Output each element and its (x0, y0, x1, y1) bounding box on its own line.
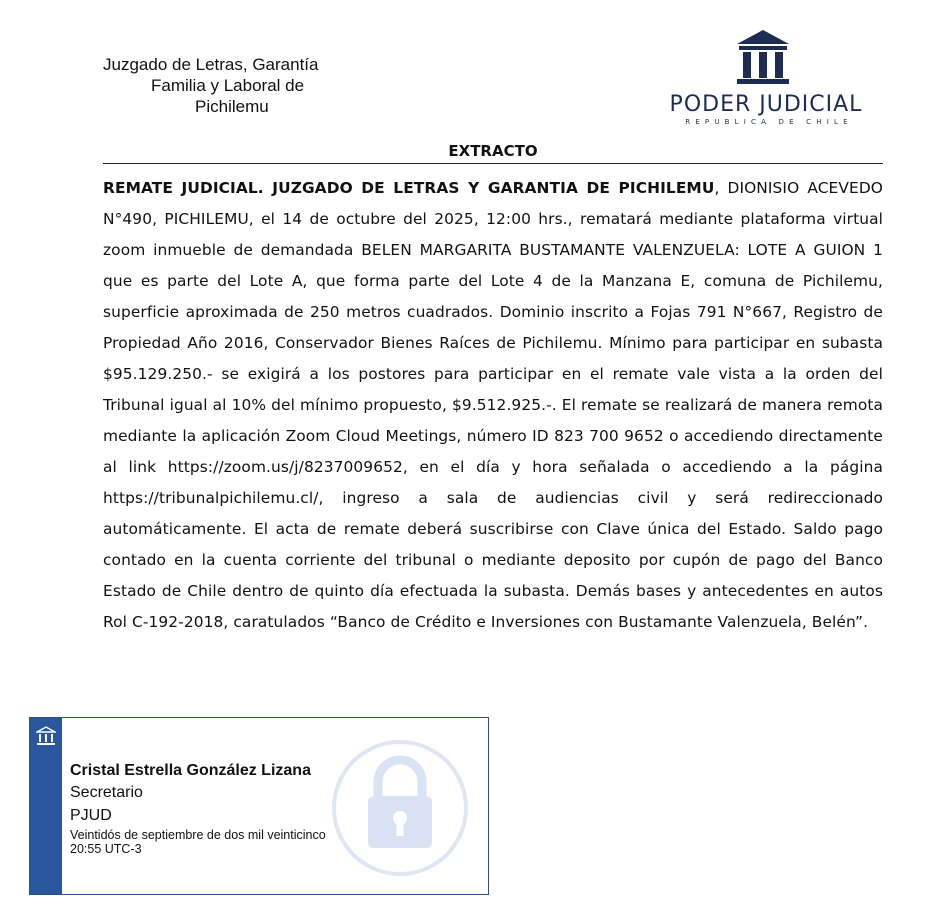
poder-judicial-logo (660, 28, 875, 133)
document-title: EXTRACTO (448, 142, 538, 160)
court-line-3: Pichilemu (195, 97, 269, 116)
body-lead: REMATE JUDICIAL. JUZGADO DE LETRAS Y GARANTIA DE PICHILEMU (103, 179, 715, 197)
court-name (103, 54, 363, 117)
signer-role: Secretario (70, 784, 143, 801)
signer-name: Cristal Estrella González Lizana (70, 762, 311, 779)
signature-date: Veintidós de septiembre de dos mil veinticinco (70, 828, 326, 842)
courthouse-icon (735, 28, 791, 86)
document-body (103, 173, 883, 638)
title-divider (103, 163, 883, 164)
courthouse-icon (36, 726, 56, 746)
court-line-1: Juzgado de Letras, Garantía (103, 55, 319, 74)
logo-brand: PODER JUDICIAL (669, 92, 863, 117)
body-text: , DIONISIO ACEVEDO N°490, PICHILEMU, el 14 de octubre del 2025, 12:00 hrs., rematará mediante plataforma virtual zoom inmueble de demandada BELEN MARGARITA BUSTAMANTE VALENZUELA: LOTE A GUION 1 que es parte del Lote A, que forma parte del Lote 4 de la Manzana E, comuna de Pichilemu, superficie aproximada de 250 metros cuadrados. Dominio inscrito a Fojas 791 N°667, Registro de Propiedad Año 2016, Conservador Bienes Raíces de Pichilemu. Mínimo para participar en subasta $95.129.250.- se exigirá a los postores para participar en el remate vale vista a la orden del Tribunal igual al 10% del mínimo propuesto, $9.512.925.-. El remate se realizará de manera remota mediante la aplicación Zoom Cloud Meetings, número ID 823 700 9652 o accediendo directamente al link https://zoom.us/j/8237009652, en el día y hora señalada o accediendo a la página https://tribunalpichilemu.cl/, ingreso a sala de audiencias civil y será redireccionado automáticamente. El acta de remate deberá suscribirse con Clave única del Estado. Saldo pago contado en la cuenta corriente del tribunal o mediante deposito por cupón de pago del Banco Estado de Chile dentro de quinto día efectuada la subasta. Demás bases y antecedentes en autos Rol C-192-2018, caratulados “Banco de Crédito e Inversiones con Bustamante Valenzuela, Belén”. (103, 179, 883, 631)
court-line-2: Familia y Laboral de (151, 76, 305, 95)
signature-time: 20:55 UTC-3 (70, 842, 142, 856)
logo-subtitle: REPUBLICA DE CHILE (685, 118, 853, 126)
signer-organization: PJUD (70, 807, 112, 824)
electronic-signature-box (29, 717, 489, 895)
lock-icon (330, 738, 470, 878)
signature-band (30, 718, 62, 894)
